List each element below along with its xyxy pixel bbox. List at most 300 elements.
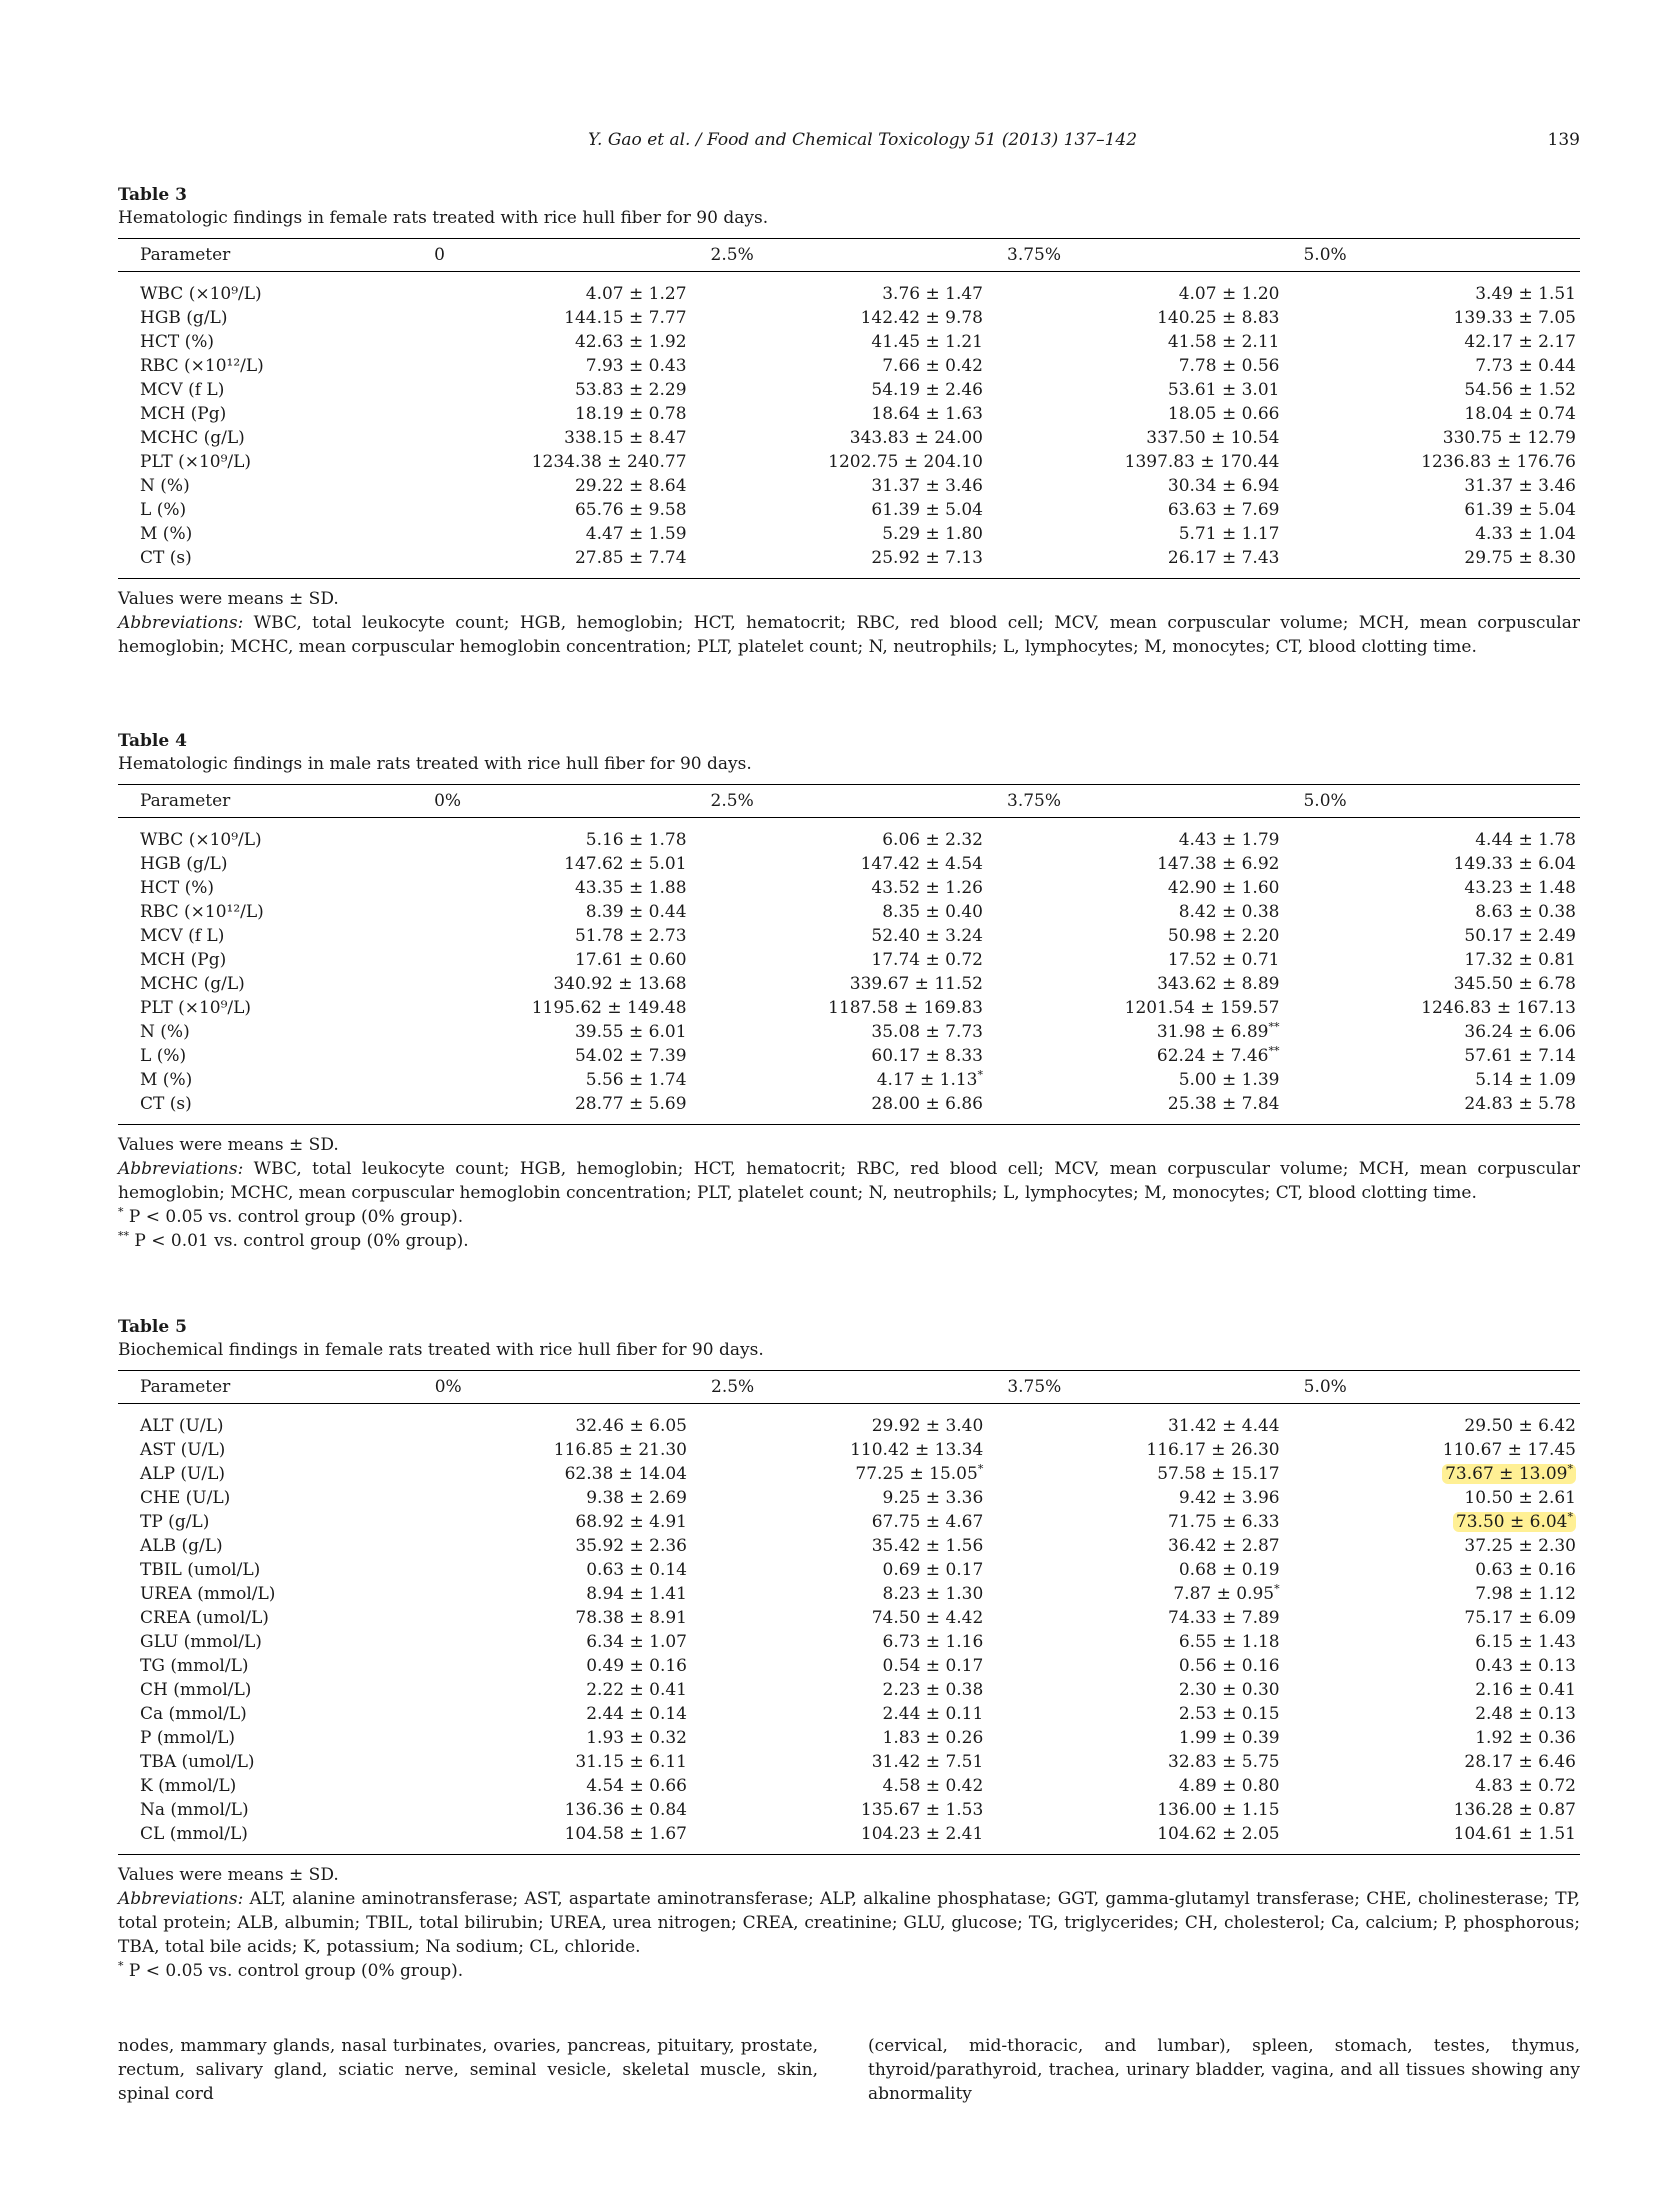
value-cell — [1007, 1750, 1303, 1774]
value-cell — [414, 852, 710, 876]
cell-value: 54.02 ± 7.39 — [574, 1046, 687, 1066]
cell-value: 136.00 ± 1.15 — [1157, 1800, 1280, 1820]
cell-value: 54.56 ± 1.52 — [1464, 380, 1576, 400]
value-cell — [414, 924, 710, 948]
cell-value: 2.44 ± 0.14 — [586, 1704, 687, 1724]
table-row — [118, 924, 1580, 948]
cell-value: 1234.38 ± 240.77 — [531, 452, 687, 472]
column-header-dose: 0% — [414, 785, 710, 818]
value-cell — [1007, 1044, 1303, 1068]
parameter-cell: M (%) — [140, 1070, 193, 1090]
cell-value: 343.62 ± 8.89 — [1157, 974, 1280, 994]
cell-value: 43.35 ± 1.88 — [574, 878, 687, 898]
cell-value: 27.85 ± 7.74 — [574, 548, 687, 568]
table-row — [118, 272, 1580, 307]
table-notes — [118, 1133, 1580, 1253]
cell-value: 32.46 ± 6.05 — [575, 1416, 687, 1436]
parameter-cell: MCH (Pg) — [140, 404, 227, 424]
parameter-cell: N (%) — [140, 1022, 190, 1042]
cell-value: 2.53 ± 0.15 — [1178, 1704, 1280, 1724]
value-cell — [1007, 426, 1303, 450]
value-cell — [1007, 1438, 1303, 1462]
cell-value: 9.38 ± 2.69 — [586, 1488, 687, 1508]
cell-value: 1201.54 ± 159.57 — [1124, 998, 1280, 1018]
value-cell — [1007, 996, 1303, 1020]
value-cell — [1007, 378, 1303, 402]
abbreviations-label: Abbreviations: — [118, 1159, 244, 1179]
value-cell — [1303, 996, 1580, 1020]
table-row — [118, 1774, 1580, 1798]
value-cell — [415, 1558, 711, 1582]
value-cell — [414, 330, 710, 354]
value-cell — [415, 1702, 711, 1726]
value-cell — [711, 1774, 1007, 1798]
table-3 — [118, 184, 1580, 659]
value-cell — [414, 972, 710, 996]
values-note: Values were means ± SD. — [118, 589, 339, 609]
value-cell — [1007, 272, 1303, 307]
value-cell — [711, 1462, 1007, 1486]
cell-value: 345.50 ± 6.78 — [1453, 974, 1576, 994]
cell-value: 53.61 ± 3.01 — [1167, 380, 1280, 400]
value-cell — [711, 1606, 1007, 1630]
cell-value: 2.22 ± 0.41 — [586, 1680, 687, 1700]
data-table — [118, 784, 1580, 1125]
value-cell — [1303, 818, 1580, 853]
cell-value: 6.73 ± 1.16 — [882, 1632, 984, 1652]
value-cell — [1304, 1438, 1580, 1462]
value-cell — [711, 272, 1007, 307]
value-cell — [1303, 498, 1580, 522]
cell-value: 1202.75 ± 204.10 — [828, 452, 983, 472]
parameter-cell: HCT (%) — [140, 332, 214, 352]
parameter-cell: CHE (U/L) — [140, 1488, 231, 1508]
value-cell — [415, 1822, 711, 1855]
cell-value: 57.61 ± 7.14 — [1464, 1046, 1576, 1066]
table-header-row — [118, 1371, 1580, 1404]
value-cell — [711, 1510, 1007, 1534]
value-cell — [414, 498, 710, 522]
cell-value: 1.83 ± 0.26 — [882, 1728, 984, 1748]
cell-value: 147.38 ± 6.92 — [1157, 854, 1280, 874]
value-cell — [1007, 1534, 1303, 1558]
table-notes — [118, 587, 1580, 659]
value-cell — [711, 996, 1007, 1020]
cell-value: 4.58 ± 0.42 — [882, 1776, 984, 1796]
cell-value: 0.43 ± 0.13 — [1475, 1656, 1576, 1676]
value-cell — [1304, 1750, 1580, 1774]
cell-value: 4.07 ± 1.20 — [1178, 284, 1280, 304]
value-cell — [1007, 1678, 1303, 1702]
cell-value: 330.75 ± 12.79 — [1442, 428, 1576, 448]
value-cell — [1304, 1486, 1580, 1510]
value-cell — [711, 1750, 1007, 1774]
value-cell — [711, 1702, 1007, 1726]
cell-value: 340.92 ± 13.68 — [553, 974, 687, 994]
footnote — [118, 1959, 1580, 1983]
cell-value: 7.73 ± 0.44 — [1475, 356, 1576, 376]
value-cell — [711, 1726, 1007, 1750]
cell-value: 1195.62 ± 149.48 — [531, 998, 687, 1018]
value-cell — [415, 1726, 711, 1750]
cell-value: 36.42 ± 2.87 — [1168, 1536, 1280, 1556]
value-cell — [1304, 1630, 1580, 1654]
value-cell — [711, 546, 1007, 579]
value-cell — [1007, 474, 1303, 498]
value-cell — [414, 900, 710, 924]
value-cell — [1304, 1534, 1580, 1558]
value-cell — [1007, 1020, 1303, 1044]
cell-value: 104.58 ± 1.67 — [564, 1824, 687, 1844]
cell-value: 116.85 ± 21.30 — [553, 1440, 687, 1460]
data-table — [118, 1370, 1580, 1855]
cell-value: 28.00 ± 6.86 — [871, 1094, 983, 1114]
value-cell — [1007, 1510, 1303, 1534]
cell-value: 18.64 ± 1.63 — [871, 404, 983, 424]
cell-value: 8.23 ± 1.30 — [882, 1584, 984, 1604]
significance-mark: * — [977, 1068, 983, 1082]
value-cell — [415, 1462, 711, 1486]
parameter-cell: L (%) — [140, 1046, 187, 1066]
value-cell — [414, 426, 710, 450]
value-cell — [1007, 306, 1303, 330]
cell-value: 57.58 ± 15.17 — [1157, 1464, 1280, 1484]
cell-value: 25.38 ± 7.84 — [1167, 1094, 1280, 1114]
value-cell — [415, 1582, 711, 1606]
table-label: Table 4 — [118, 731, 187, 751]
cell-value: 41.58 ± 2.11 — [1167, 332, 1280, 352]
cell-value: 24.83 ± 5.78 — [1464, 1094, 1576, 1114]
cell-value: 31.37 ± 3.46 — [1464, 476, 1576, 496]
cell-value: 65.76 ± 9.58 — [574, 500, 687, 520]
cell-value: 73.67 ± 13.09* — [1442, 1464, 1576, 1484]
cell-value: 7.78 ± 0.56 — [1178, 356, 1280, 376]
value-cell — [414, 306, 710, 330]
table-row — [118, 402, 1580, 426]
parameter-cell: CREA (umol/L) — [140, 1608, 269, 1628]
value-cell — [1304, 1582, 1580, 1606]
parameter-cell: PLT (×10⁹/L) — [140, 452, 252, 472]
parameter-cell: L (%) — [140, 500, 187, 520]
column-header-parameter: Parameter — [118, 785, 414, 818]
value-cell — [1303, 948, 1580, 972]
value-cell — [711, 1404, 1007, 1439]
table-header-row — [118, 239, 1580, 272]
footnote-mark: * — [118, 1205, 124, 1219]
cell-value: 1397.83 ± 170.44 — [1124, 452, 1280, 472]
value-cell — [711, 900, 1007, 924]
cell-value: 29.50 ± 6.42 — [1464, 1416, 1576, 1436]
parameter-cell: N (%) — [140, 476, 190, 496]
footnote-text: P < 0.01 vs. control group (0% group). — [129, 1231, 469, 1251]
cell-value: 37.25 ± 2.30 — [1464, 1536, 1576, 1556]
abbreviations-note — [118, 1157, 1580, 1205]
value-cell — [1303, 354, 1580, 378]
cell-value: 42.17 ± 2.17 — [1464, 332, 1576, 352]
table-caption: Biochemical findings in female rats treated with rice hull fiber for 90 days. — [118, 1340, 764, 1360]
column-header-dose: 0% — [415, 1371, 711, 1404]
column-header-dose: 3.75% — [1007, 239, 1303, 272]
cell-value: 50.98 ± 2.20 — [1167, 926, 1280, 946]
value-cell — [1304, 1798, 1580, 1822]
cell-value: 17.61 ± 0.60 — [574, 950, 687, 970]
parameter-cell: HGB (g/L) — [140, 308, 228, 328]
footnote-mark: ** — [118, 1229, 129, 1243]
cell-value: 1.93 ± 0.32 — [586, 1728, 687, 1748]
column-header-parameter: Parameter — [118, 1371, 415, 1404]
value-cell — [1007, 1092, 1303, 1125]
footnote-text: P < 0.05 vs. control group (0% group). — [123, 1961, 464, 1981]
table-body — [118, 818, 1580, 1125]
value-cell — [1007, 354, 1303, 378]
value-cell — [1007, 1654, 1303, 1678]
value-cell — [711, 1020, 1007, 1044]
value-cell — [711, 1068, 1007, 1092]
value-cell — [1303, 402, 1580, 426]
value-cell — [414, 1020, 710, 1044]
cell-value: 7.98 ± 1.12 — [1475, 1584, 1576, 1604]
value-cell — [711, 1798, 1007, 1822]
cell-value: 5.00 ± 1.39 — [1178, 1070, 1280, 1090]
cell-value: 104.62 ± 2.05 — [1157, 1824, 1280, 1844]
table-row — [118, 546, 1580, 579]
value-cell — [1007, 1798, 1303, 1822]
footnote — [118, 1205, 1580, 1229]
value-cell — [711, 378, 1007, 402]
cell-value: 5.16 ± 1.78 — [585, 830, 687, 850]
cell-value: 5.56 ± 1.74 — [585, 1070, 687, 1090]
cell-value: 42.90 ± 1.60 — [1167, 878, 1280, 898]
value-cell — [1007, 1404, 1303, 1439]
value-cell — [1007, 852, 1303, 876]
table-row — [118, 1582, 1580, 1606]
parameter-cell: WBC (×10⁹/L) — [140, 830, 262, 850]
values-note: Values were means ± SD. — [118, 1865, 339, 1885]
cell-value: 0.68 ± 0.19 — [1178, 1560, 1280, 1580]
cell-value: 62.38 ± 14.04 — [564, 1464, 687, 1484]
value-cell — [1303, 900, 1580, 924]
cell-value: 139.33 ± 7.05 — [1453, 308, 1576, 328]
table-row — [118, 1404, 1580, 1439]
parameter-cell: ALB (g/L) — [140, 1536, 223, 1556]
value-cell — [1303, 330, 1580, 354]
value-cell — [1007, 330, 1303, 354]
cell-value: 77.25 ± 15.05* — [855, 1462, 984, 1484]
cell-value: 26.17 ± 7.43 — [1167, 548, 1280, 568]
cell-value: 147.42 ± 4.54 — [860, 854, 983, 874]
parameter-cell: TG (mmol/L) — [140, 1656, 249, 1676]
cell-value: 35.42 ± 1.56 — [871, 1536, 984, 1556]
significance-mark: * — [977, 1462, 984, 1476]
value-cell — [1304, 1726, 1580, 1750]
cell-value: 4.44 ± 1.78 — [1475, 830, 1576, 850]
cell-value: 43.23 ± 1.48 — [1464, 878, 1576, 898]
value-cell — [1303, 972, 1580, 996]
parameter-cell: CL (mmol/L) — [118, 1822, 415, 1855]
value-cell — [1303, 1044, 1580, 1068]
parameter-cell: GLU (mmol/L) — [140, 1632, 262, 1652]
value-cell — [1007, 1822, 1303, 1855]
cell-value: 136.36 ± 0.84 — [564, 1800, 687, 1820]
table-row — [118, 378, 1580, 402]
column-header-parameter: Parameter — [118, 239, 414, 272]
cell-value: 29.22 ± 8.64 — [574, 476, 687, 496]
cell-value: 135.67 ± 1.53 — [860, 1800, 984, 1820]
value-cell — [1007, 1726, 1303, 1750]
cell-value: 42.63 ± 1.92 — [574, 332, 687, 352]
value-cell — [711, 1822, 1007, 1855]
body-column-left: nodes, mammary glands, nasal turbinates, ovaries, pancreas, pituitary, prostate, rectum, salivary gland, sciatic nerve, seminal vesicle, skeletal muscle, skin, spinal cord — [118, 2036, 818, 2104]
parameter-cell: AST (U/L) — [140, 1440, 226, 1460]
value-cell — [1304, 1678, 1580, 1702]
cell-value: 0.54 ± 0.17 — [882, 1656, 984, 1676]
column-header-dose: 2.5% — [711, 239, 1007, 272]
value-cell — [1303, 426, 1580, 450]
value-cell — [1303, 378, 1580, 402]
value-cell — [711, 1654, 1007, 1678]
footnote-mark: * — [118, 1959, 124, 1973]
value-cell — [1007, 522, 1303, 546]
value-cell — [1007, 948, 1303, 972]
cell-value: 3.76 ± 1.47 — [882, 284, 983, 304]
value-cell — [711, 818, 1007, 853]
cell-value: 7.66 ± 0.42 — [882, 356, 983, 376]
cell-value: 60.17 ± 8.33 — [871, 1046, 983, 1066]
value-cell — [1304, 1774, 1580, 1798]
cell-value: 337.50 ± 10.54 — [1146, 428, 1280, 448]
value-cell — [414, 876, 710, 900]
value-cell — [1007, 1486, 1303, 1510]
table-row — [118, 450, 1580, 474]
cell-value: 29.92 ± 3.40 — [871, 1416, 984, 1436]
table-row — [118, 852, 1580, 876]
table-row — [118, 354, 1580, 378]
parameter-cell: RBC (×10¹²/L) — [140, 902, 264, 922]
value-cell — [1303, 1020, 1580, 1044]
cell-value: 7.93 ± 0.43 — [585, 356, 687, 376]
significance-mark: * — [1567, 1462, 1573, 1476]
cell-value: 147.62 ± 5.01 — [564, 854, 687, 874]
table-caption: Hematologic findings in male rats treated with rice hull fiber for 90 days. — [118, 754, 752, 774]
cell-value: 1.99 ± 0.39 — [1178, 1728, 1280, 1748]
value-cell — [414, 1092, 710, 1125]
cell-value: 6.15 ± 1.43 — [1475, 1632, 1576, 1652]
cell-value: 31.42 ± 4.44 — [1168, 1416, 1280, 1436]
table-row — [118, 1486, 1580, 1510]
value-cell — [711, 1558, 1007, 1582]
abbreviations-text: WBC, total leukocyte count; HGB, hemoglobin; HCT, hematocrit; RBC, red blood cell; MCV, mean corpuscular volume; MCH, mean corpuscular hemoglobin; MCHC, mean corpuscular hemoglobin concentration; PLT, platelet count; N, neutrophils; L, lymphocytes; M, monocytes; CT, blood clotting time. — [118, 1159, 1580, 1203]
cell-value: 5.71 ± 1.17 — [1178, 524, 1280, 544]
cell-value: 35.92 ± 2.36 — [575, 1536, 687, 1556]
value-cell — [1303, 272, 1580, 307]
cell-value: 116.17 ± 26.30 — [1146, 1440, 1280, 1460]
value-cell — [414, 378, 710, 402]
table-row — [118, 972, 1580, 996]
value-cell — [1303, 852, 1580, 876]
parameter-cell: CH (mmol/L) — [140, 1680, 252, 1700]
table-row — [118, 818, 1580, 853]
page-number: 139 — [1547, 130, 1580, 150]
value-cell — [415, 1486, 711, 1510]
table-row — [118, 522, 1580, 546]
column-header-dose: 2.5% — [711, 1371, 1007, 1404]
parameter-cell: TP (g/L) — [140, 1512, 210, 1532]
parameter-cell: HGB (g/L) — [140, 854, 228, 874]
value-cell — [711, 948, 1007, 972]
cell-value: 9.42 ± 3.96 — [1178, 1488, 1280, 1508]
significance-mark: ** — [1268, 1044, 1280, 1058]
table-row — [118, 1438, 1580, 1462]
table-row — [118, 1092, 1580, 1125]
value-cell — [414, 996, 710, 1020]
cell-value: 4.54 ± 0.66 — [586, 1776, 687, 1796]
table-row — [118, 1558, 1580, 1582]
value-cell — [1007, 1702, 1303, 1726]
significance-mark: * — [1274, 1582, 1280, 1596]
cell-value: 2.30 ± 0.30 — [1178, 1680, 1280, 1700]
table-row — [118, 306, 1580, 330]
value-cell — [415, 1404, 711, 1439]
value-cell — [711, 450, 1007, 474]
parameter-cell: K (mmol/L) — [140, 1776, 237, 1796]
value-cell — [711, 330, 1007, 354]
cell-value: 5.14 ± 1.09 — [1475, 1070, 1576, 1090]
value-cell — [1007, 1630, 1303, 1654]
parameter-cell: PLT (×10⁹/L) — [140, 998, 252, 1018]
value-cell — [1007, 498, 1303, 522]
column-header-dose: 2.5% — [711, 785, 1007, 818]
value-cell — [711, 474, 1007, 498]
cell-value: 52.40 ± 3.24 — [871, 926, 983, 946]
cell-value: 8.39 ± 0.44 — [585, 902, 687, 922]
column-header-dose: 5.0% — [1303, 239, 1580, 272]
parameter-cell: MCHC (g/L) — [140, 428, 245, 448]
cell-value: 3.49 ± 1.51 — [1475, 284, 1576, 304]
table-header-row — [118, 785, 1580, 818]
cell-value: 8.94 ± 1.41 — [586, 1584, 687, 1604]
table-row — [118, 1606, 1580, 1630]
value-cell — [414, 1044, 710, 1068]
cell-value: 0.49 ± 0.16 — [586, 1656, 687, 1676]
cell-value: 140.25 ± 8.83 — [1157, 308, 1280, 328]
cell-value: 35.08 ± 7.73 — [871, 1022, 983, 1042]
cell-value: 63.63 ± 7.69 — [1167, 500, 1280, 520]
significance-mark: ** — [1268, 1020, 1280, 1034]
table-row — [118, 900, 1580, 924]
value-cell — [414, 354, 710, 378]
value-cell — [711, 498, 1007, 522]
cell-value: 28.17 ± 6.46 — [1464, 1752, 1576, 1772]
parameter-cell: MCV (f L) — [140, 926, 225, 946]
table-row — [118, 1678, 1580, 1702]
data-table — [118, 238, 1580, 579]
value-cell — [414, 818, 710, 853]
column-header-dose: 3.75% — [1007, 1371, 1303, 1404]
value-cell — [1007, 1068, 1303, 1092]
table-row — [118, 498, 1580, 522]
cell-value: 43.52 ± 1.26 — [871, 878, 983, 898]
cell-value: 104.23 ± 2.41 — [860, 1824, 984, 1844]
value-cell — [415, 1654, 711, 1678]
footnote — [118, 1229, 1580, 1253]
value-cell — [415, 1510, 711, 1534]
parameter-cell: MCH (Pg) — [140, 950, 227, 970]
value-cell — [711, 876, 1007, 900]
cell-value: 0.69 ± 0.17 — [882, 1560, 984, 1580]
cell-value: 17.74 ± 0.72 — [871, 950, 983, 970]
table-row — [118, 1822, 1580, 1855]
cell-value: 61.39 ± 5.04 — [871, 500, 983, 520]
